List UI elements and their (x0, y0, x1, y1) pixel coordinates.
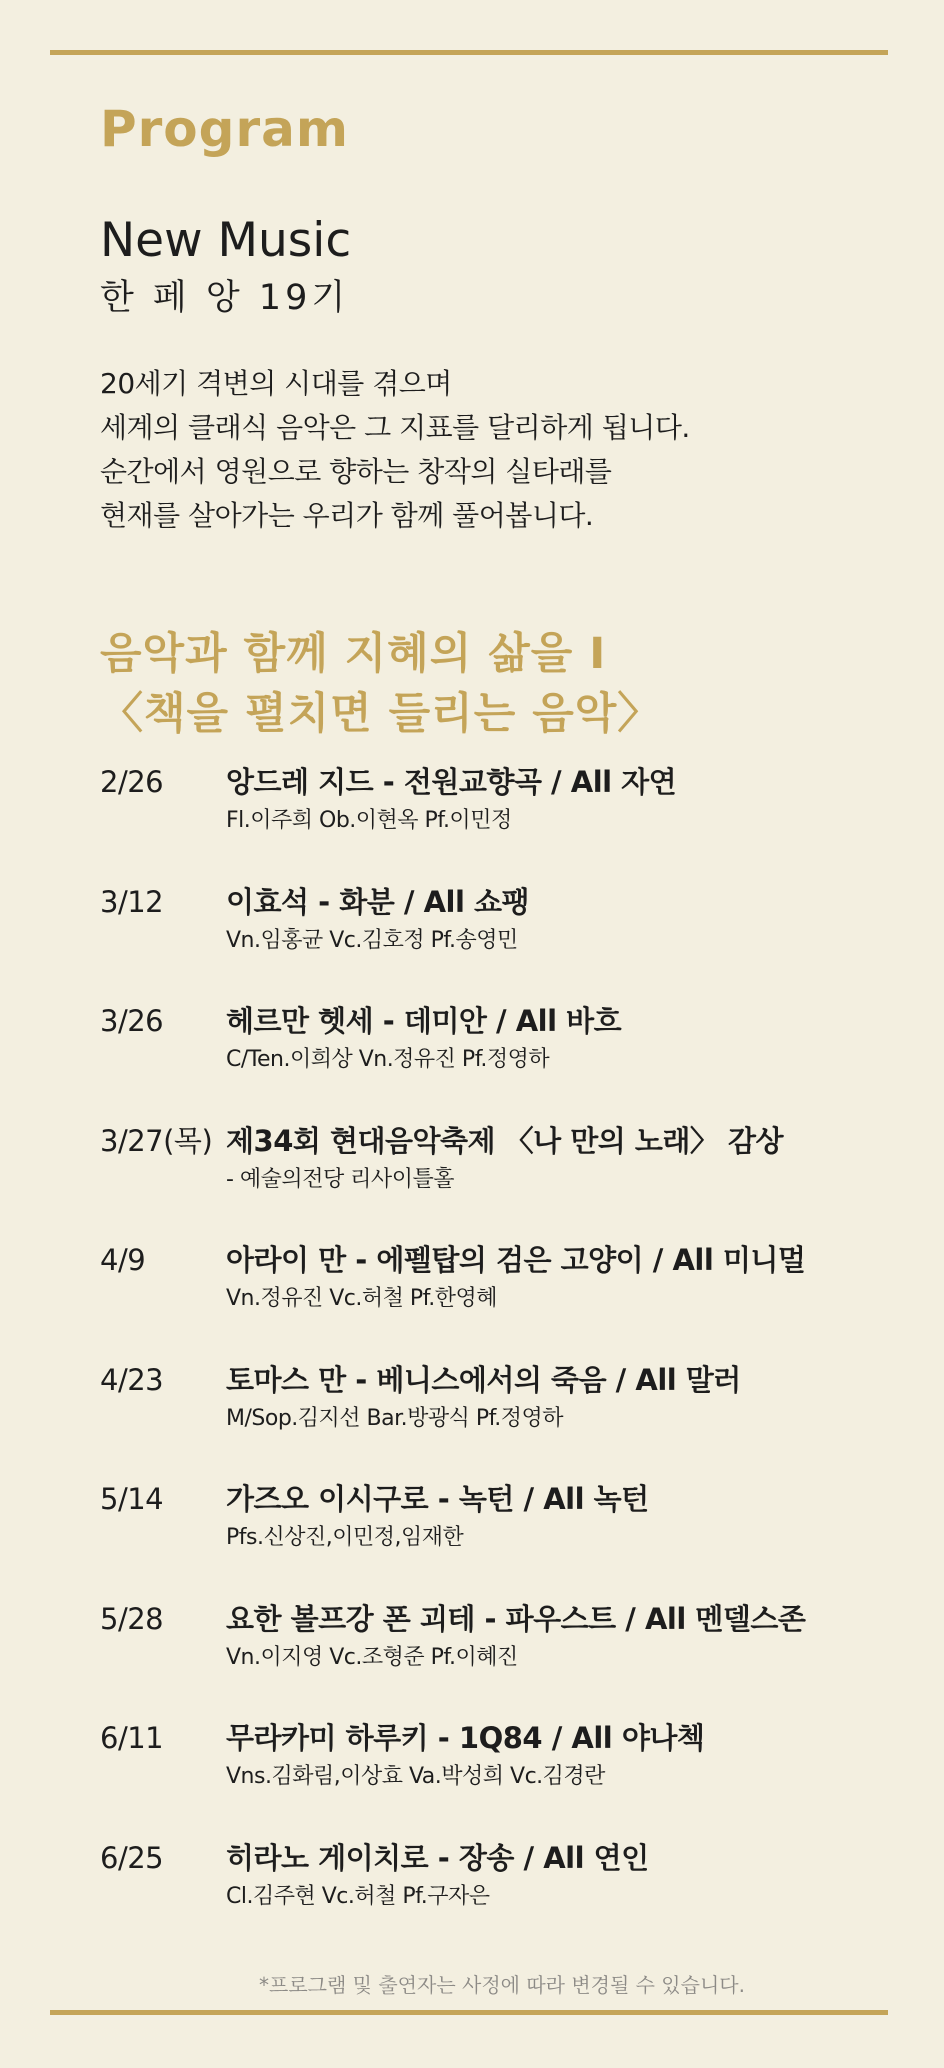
schedule-item (100, 1001, 900, 1121)
event-date: 6/11 (100, 1721, 164, 1755)
event-title: 아라이 만 - 에펠탑의 검은 고양이 / All 미니멀 (226, 1243, 806, 1277)
event-performers: Pfs.신상진,이민정,임재한 (226, 1525, 464, 1550)
event-title: 히라노 게이치로 - 장송 / All 연인 (226, 1840, 649, 1875)
series-subtitle-line: 〈책을 펼치면 들리는 음악〉 (100, 689, 662, 739)
event-performers: Fl.이주희 Ob.이현옥 Pf.이민정 (226, 808, 512, 833)
event-title: 앙드레 지드 - 전원교향곡 / All 자연 (226, 765, 677, 799)
event-title: 토마스 만 - 베니스에서의 죽음 / All 말러 (226, 1362, 741, 1397)
event-performers: Vns.김화림,이상효 Va.박성희 Vc.김경란 (226, 1764, 605, 1789)
event-date: 5/28 (100, 1601, 164, 1636)
event-performers: M/Sop.김지선 Bar.방광식 Pf.정영하 (226, 1405, 564, 1431)
schedule-item (100, 1479, 900, 1599)
event-performers: Vn.정유진 Vc.허철 Pf.한영혜 (226, 1286, 498, 1311)
schedule-item (100, 882, 900, 1002)
footnote: *프로그램 및 출연자는 사정에 따라 변경될 수 있습니다. (259, 1973, 745, 1997)
event-title: 헤르만 헷세 - 데미안 / All 바흐 (226, 1004, 622, 1038)
event-date: 6/25 (100, 1840, 164, 1875)
event-date: 3/12 (100, 884, 164, 919)
event-performers: Vn.임홍균 Vc.김호정 Pf.송영민 (226, 927, 518, 953)
intro-text (100, 362, 880, 538)
event-performers: Cl.김주현 Vc.허철 Pf.구자은 (226, 1883, 490, 1909)
intro-line: 20세기 격변의 시대를 겪으며 (100, 367, 452, 400)
intro-line: 세계의 클래식 음악은 그 지표를 달리하게 됩니다. (100, 411, 690, 444)
event-title: 이효석 - 화분 / All 쇼팽 (226, 884, 530, 919)
event-date: 2/26 (100, 765, 164, 799)
series-title-line: 음악과 함께 지혜의 삶을 I (100, 629, 607, 679)
event-title: 요한 볼프강 폰 괴테 - 파우스트 / All 멘델스존 (226, 1601, 806, 1636)
event-venue: - 예술의전당 리사이틀홀 (226, 1166, 454, 1192)
event-date: 5/14 (100, 1482, 164, 1516)
section-label: Program (100, 100, 349, 158)
event-date: 3/26 (100, 1004, 164, 1038)
event-title: 제34회 현대음악축제 〈나 만의 노래〉 감상 (226, 1123, 784, 1158)
event-title: 무라카미 하루키 - 1Q84 / All 야나첵 (226, 1721, 705, 1755)
intro-line: 순간에서 영원으로 향하는 창작의 실타래를 (100, 455, 612, 488)
event-date: 3/27(목) (100, 1123, 213, 1158)
intro-line: 현재를 살아가는 우리가 함께 풀어봅니다. (100, 499, 594, 532)
program-title: New Music (100, 213, 352, 268)
event-date: 4/23 (100, 1362, 164, 1397)
top-divider (50, 50, 888, 55)
schedule-item (100, 1838, 900, 1958)
event-performers: Vn.이지영 Vc.조형준 Pf.이혜진 (226, 1644, 518, 1670)
schedule-item (100, 1718, 900, 1838)
schedule-item (100, 1599, 900, 1719)
bottom-divider (50, 2010, 888, 2015)
schedule-item (100, 1121, 900, 1241)
event-performers: C/Ten.이희상 Vn.정유진 Pf.정영하 (226, 1047, 550, 1072)
series-title (100, 624, 661, 744)
schedule-list (100, 762, 900, 1957)
event-date: 4/9 (100, 1243, 146, 1277)
program-subtitle: 한 페 앙 19기 (100, 278, 350, 318)
event-title: 가즈오 이시구로 - 녹턴 / All 녹턴 (226, 1482, 649, 1516)
schedule-item (100, 762, 900, 882)
schedule-item (100, 1240, 900, 1360)
schedule-item (100, 1360, 900, 1480)
